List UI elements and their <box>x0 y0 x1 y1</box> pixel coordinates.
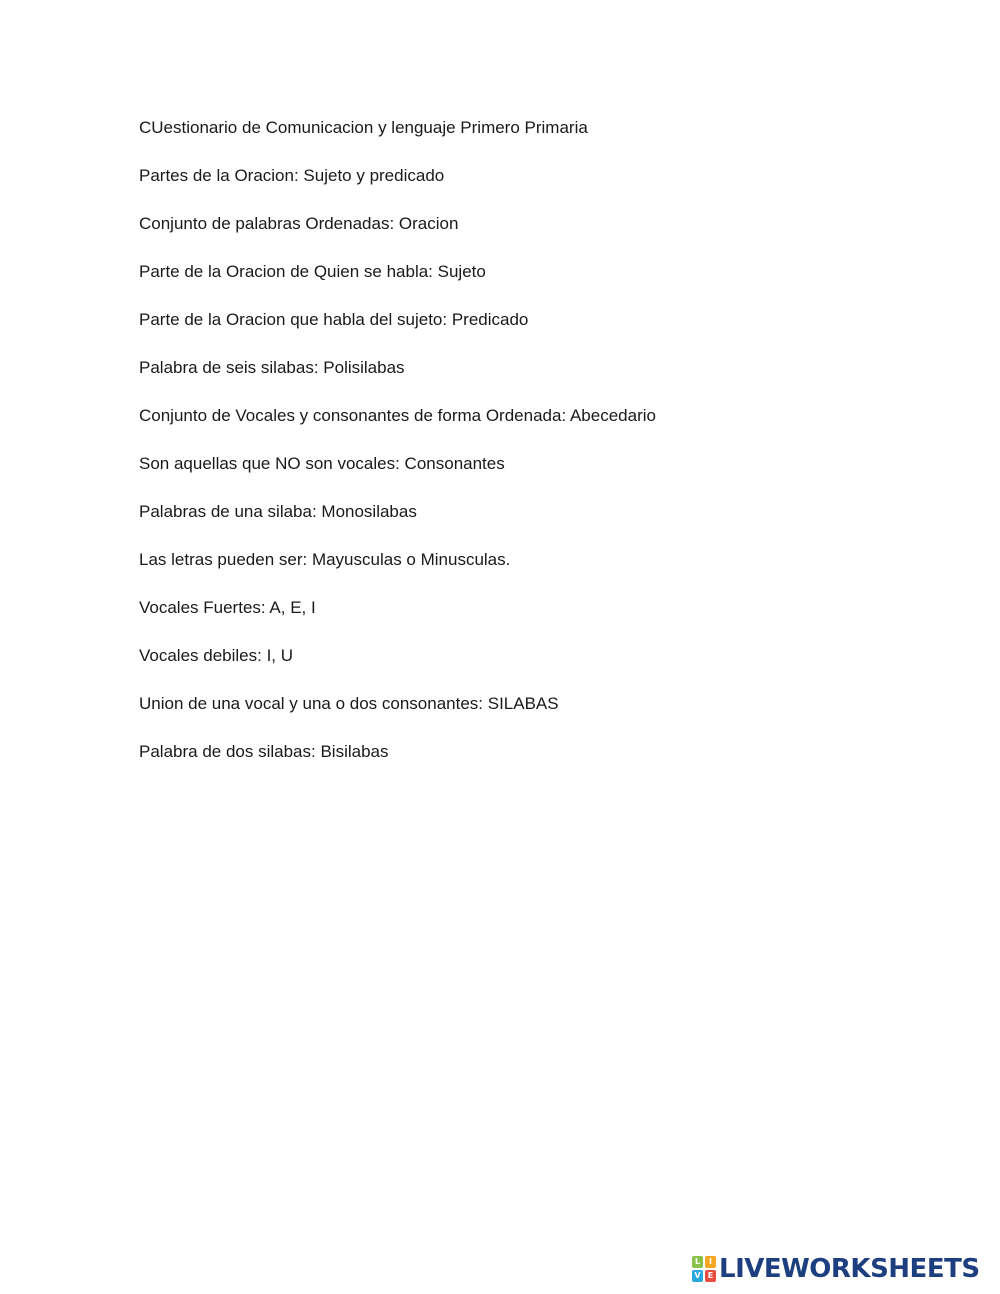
liveworksheets-wordmark: LIVEWORKSHEETS <box>719 1254 980 1284</box>
logo-letter-e: E <box>705 1270 716 1282</box>
document-line: Conjunto de palabras Ordenadas: Oracion <box>139 214 459 233</box>
document-line: Palabra de seis silabas: Polisilabas <box>139 358 405 377</box>
logo-letter-l: L <box>692 1256 703 1268</box>
document-line: Partes de la Oracion: Sujeto y predicado <box>139 166 445 185</box>
document-line: Las letras pueden ser: Mayusculas o Minusculas. <box>139 550 511 569</box>
document-line: Son aquellas que NO son vocales: Consonantes <box>139 454 505 473</box>
liveworksheets-logo-icon <box>692 1256 716 1282</box>
document-line: Vocales debiles: I, U <box>139 646 294 665</box>
document-line: Vocales Fuertes: A, E, I <box>139 598 316 617</box>
document-line: Palabras de una silaba: Monosilabas <box>139 502 417 521</box>
document-title: CUestionario de Comunicacion y lenguaje Primero Primaria <box>139 118 588 137</box>
logo-letter-i: I <box>705 1256 716 1268</box>
liveworksheets-logo <box>692 1254 980 1284</box>
document-lines <box>139 116 939 788</box>
document-line: Conjunto de Vocales y consonantes de forma Ordenada: Abecedario <box>139 406 656 425</box>
document-line: Palabra de dos silabas: Bisilabas <box>139 742 389 761</box>
document-line: Parte de la Oracion que habla del sujeto: Predicado <box>139 310 529 329</box>
logo-letter-v: V <box>692 1270 703 1282</box>
document-line: Parte de la Oracion de Quien se habla: Sujeto <box>139 262 486 281</box>
document-line: Union de una vocal y una o dos consonantes: SILABAS <box>139 694 559 713</box>
